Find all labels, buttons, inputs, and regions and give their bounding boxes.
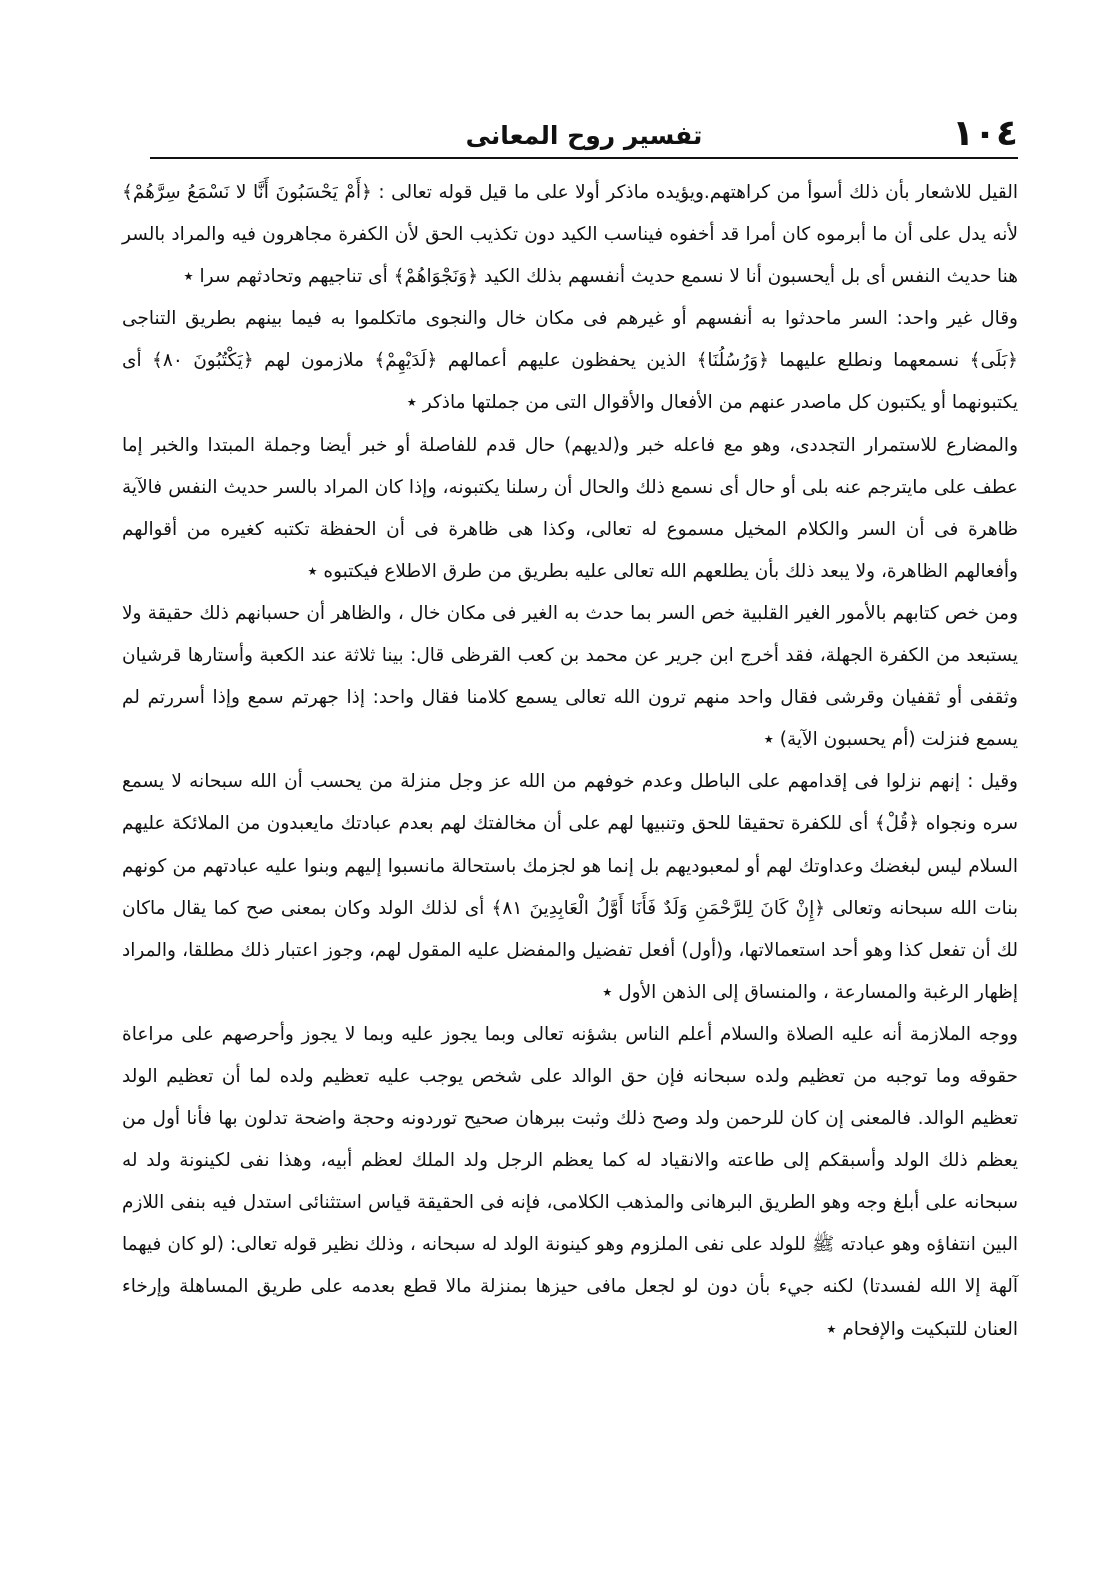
paragraph: وقيل : إنهم نزلوا فى إقدامهم على الباطل وعدم خوفهم من الله عز وجل منزلة من يحسب أن الله سبحانه لا يسمع سره ونجواه ﴿قُلْ﴾ أى للكفرة تحقيقا للحق وتنبيها لهم على أن مخالفتك لهم بعدم عبادتك مايعبدون من الملائكة عليهم السلام ليس لبغضك وعداوتك لهم أو لمعبوديهم بل إنما هو لجزمك باستحالة مانسبوا إليهم وبنوا عليه عبادتهم من كونهم بنات الله سبحانه وتعالى ﴿إِنْ كَانَ لِلرَّحْمَنِ وَلَدٌ فَأَنَا أَوَّلُ الْعَابِدِينَ ٨١﴾ أى لذلك الولد وكان بمعنى صح كما يقال ماكان لك أن تفعل كذا وهو أحد استعمالاتها، و(أول) أفعل تفضيل والمفضل عليه المقول لهم، وجوز اعتبار ذلك مطلقا، والمراد إظهار الرغبة والمسارعة ، والمنساق إلى الذهن الأول ٭ (122, 771, 1018, 1003)
paragraph: ومن خص كتابهم بالأمور الغير القلبية خص السر بما حدث به الغير فى مكان خال ، والظاهر أن حسبانهم ذلك حقيقة ولا يستبعد من الكفرة الجهلة، فقد أخرج ابن جرير عن محمد بن كعب القرظى قال: بينا ثلاثة عند الكعبة وأستارها قرشيان وثقفى أو ثقفيان وقرشى فقال واحد منهم ترون الله تعالى يسمع كلامنا فقال واحد: إذا جهرتم سمع وإذا أسررتم لم يسمع فنزلت (أم يحسبون الآية) ٭ (122, 602, 1018, 751)
paragraph: وقال غير واحد: السر ماحدثوا به أنفسهم أو غيرهم فى مكان خال والنجوى ماتكلموا به فيما بينهم بطريق التناجى ﴿بَلَى﴾ نسمعهما ونطلع عليهما ﴿وَرُسُلُنَا﴾ الذين يحفظون عليهم أعمالهم ﴿لَدَيْهِمْ﴾ ملازمون لهم ﴿يَكْتُبُونَ ٨٠﴾ أى يكتبونهما أو يكتبون كل ماصدر عنهم من الأفعال والأقوال التى من جملتها ماذكر ٭ (122, 308, 1018, 414)
paragraph: والمضارع للاستمرار التجددى، وهو مع فاعله خبر و(لديهم) حال قدم للفاصلة أو خبر أيضا وجملة المبتدا والخبر إما عطف على مايترجم عنه بلى أو حال أى نسمع ذلك والحال أن رسلنا يكتبونه، وإذا كان المراد بالسر حديث النفس فالآية ظاهرة فى أن السر والكلام المخيل مسموع له تعالى، وكذا هى ظاهرة فى أن الحفظة تكتبه كغيره من أقوالهم وأفعالهم الظاهرة، ولا يبعد ذلك بأن يطلعهم الله تعالى عليه بطريق من طرق الاطلاع فيكتبوه ٭ (122, 434, 1018, 582)
paragraph: القيل للاشعار بأن ذلك أسوأ من كراهتهم.ويؤيده ماذكر أولا على ما قيل قوله تعالى : ﴿أَمْ يَحْسَبُونَ أَنَّا لا نَسْمَعُ سِرَّهُمْ﴾ لأنه يدل على أن ما أبرموه كان أمرا قد أخفوه فيناسب الكيد دون تكذيب الحق لأن الكفرة مجاهرون فيه والمراد بالسر هنا حديث النفس أى بل أيحسبون أنا لا نسمع حديث أنفسهم بذلك الكيد ﴿وَنَجْوَاهُمْ﴾ أى تناجيهم وتحادثهم سرا ٭ (122, 182, 1018, 288)
page-header (150, 112, 1018, 160)
paragraph: ووجه الملازمة أنه عليه الصلاة والسلام أعلم الناس بشؤنه تعالى وبما يجوز عليه وبما لا يجوز وأحرصهم على مراعاة حقوقه وما توجبه من تعظيم ولده سبحانه فإن حق الوالد على شخص يوجب عليه تعظيم ولده لما أن تعظيم الولد تعظيم الوالد. فالمعنى إن كان للرحمن ولد وصح ذلك وثبت ببرهان صحيح توردونه وحجة واضحة تدلون بها فأنا أول من يعظم ذلك الولد وأسبقكم إلى طاعته والانقياد له كما يعظم الرجل ولد الملك لعظم أبيه، وهذا نفى لكينونة ولد له سبحانه على أبلغ وجه وهو الطريق البرهانى والمذهب الكلامى، فإنه فى الحقيقة قياس استثنائى استدل فيه بنفى اللازم البين انتفاؤه وهو عبادته ﷺ للولد على نفى الملزوم وهو كينونة الولد له سبحانه ، وذلك نظير قوله تعالى: (لو كان فيهما آلهة إلا الله لفسدتا) لكنه جيء بأن دون لو لجعل مافى حيزها بمنزلة مالا قطع بعدمه على طريق المساهلة وإرخاء العنان للتبكيت والإفحام ٭ (122, 1023, 1018, 1340)
text-body (122, 172, 1018, 1351)
page-number: ١٠٤ (952, 113, 1018, 154)
running-title: تفسير روح المعانى (465, 121, 703, 150)
header-rule (150, 157, 1018, 159)
